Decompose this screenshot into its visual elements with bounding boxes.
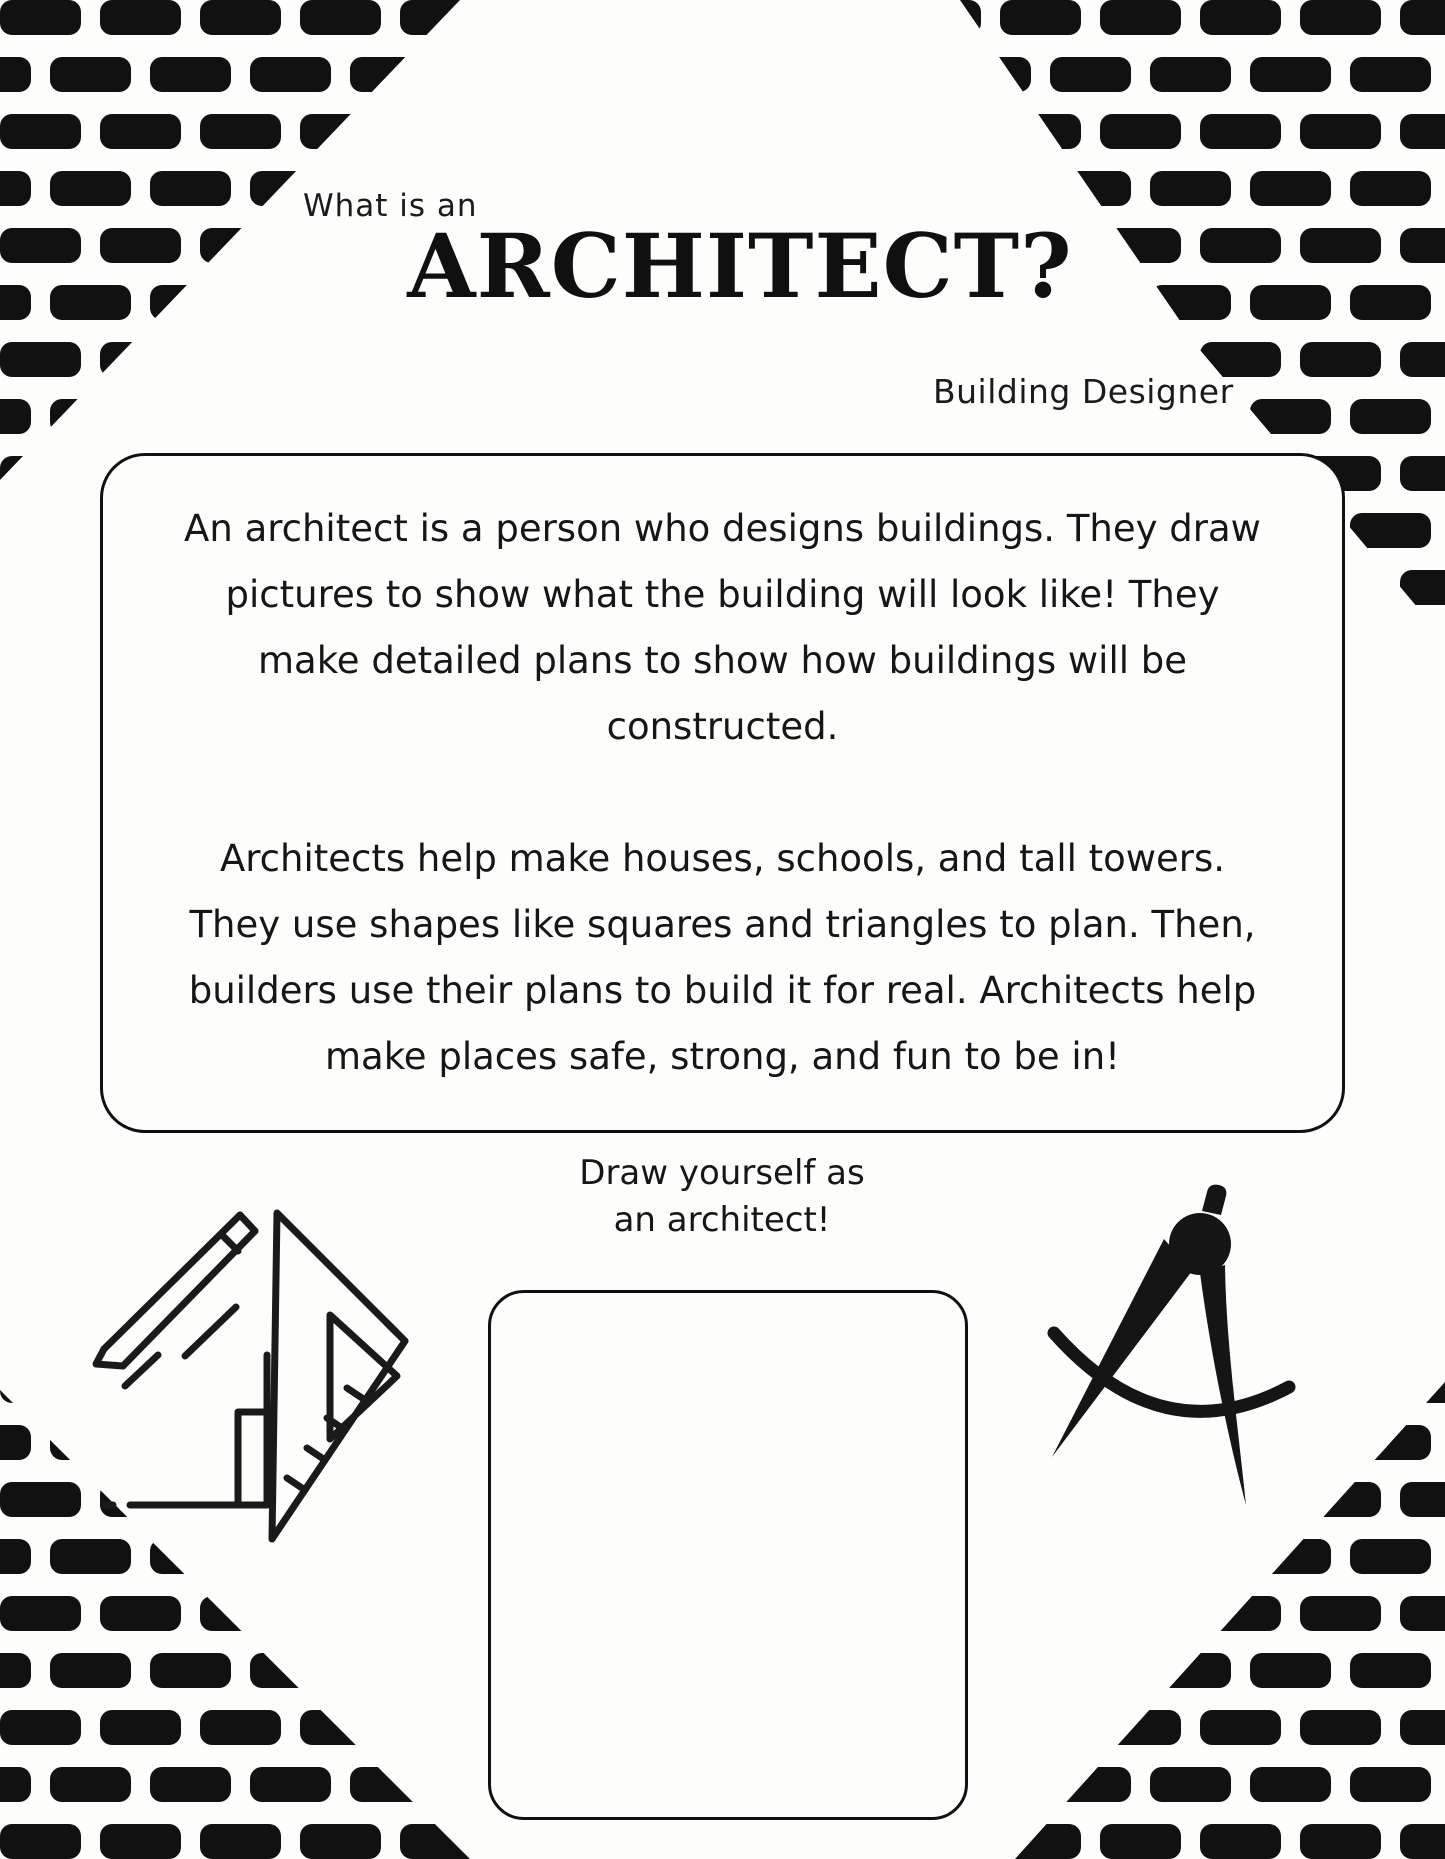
set-square-inner-triangle	[330, 1315, 397, 1439]
drafting-compass-icon	[1040, 1183, 1300, 1563]
ruler-dash	[387, 1323, 396, 1332]
compass-handle	[1202, 1185, 1226, 1215]
activity-prompt-line2: an architect!	[613, 1200, 831, 1240]
pencil-tip	[96, 1349, 123, 1366]
page-title: ARCHITECT?	[407, 214, 1073, 318]
ruler-tick	[307, 1448, 325, 1460]
description-line: They use shapes like squares and triangles to plan. Then,	[189, 903, 1256, 946]
pencil-and-set-square-icon	[90, 1203, 435, 1553]
subtitle-text: Building Designer	[933, 372, 1234, 411]
drawing-area[interactable]	[488, 1290, 968, 1820]
description-line: pictures to show what the building will look like! They	[225, 573, 1220, 616]
ruler-tick	[287, 1478, 305, 1490]
eyebrow-text: What is an	[303, 188, 478, 224]
roof-line-inner	[185, 1307, 236, 1356]
description-line: An architect is a person who designs buildings. They draw	[184, 507, 1261, 550]
description-line: constructed.	[606, 705, 839, 748]
ruler-tick	[347, 1388, 365, 1400]
activity-prompt-line1: Draw yourself as	[579, 1153, 865, 1193]
pencil-cap	[240, 1215, 255, 1231]
description-paragraph-1	[123, 496, 1322, 760]
pencil-eraser-band	[221, 1234, 238, 1251]
description-line: make places safe, strong, and fun to be in!	[324, 1035, 1120, 1078]
description-line: builders use their plans to build it for real. Architects help	[188, 969, 1257, 1012]
description-line: Architects help make houses, schools, and tall towers.	[219, 837, 1226, 880]
description-line: make detailed plans to show how buildings will be	[257, 639, 1188, 682]
description-paragraph-2	[123, 826, 1322, 1090]
description-box	[100, 453, 1345, 1133]
set-square-outline	[272, 1213, 405, 1539]
activity-prompt	[472, 1150, 972, 1244]
compass-right-leg	[1200, 1265, 1246, 1505]
house-door-line	[238, 1412, 266, 1505]
